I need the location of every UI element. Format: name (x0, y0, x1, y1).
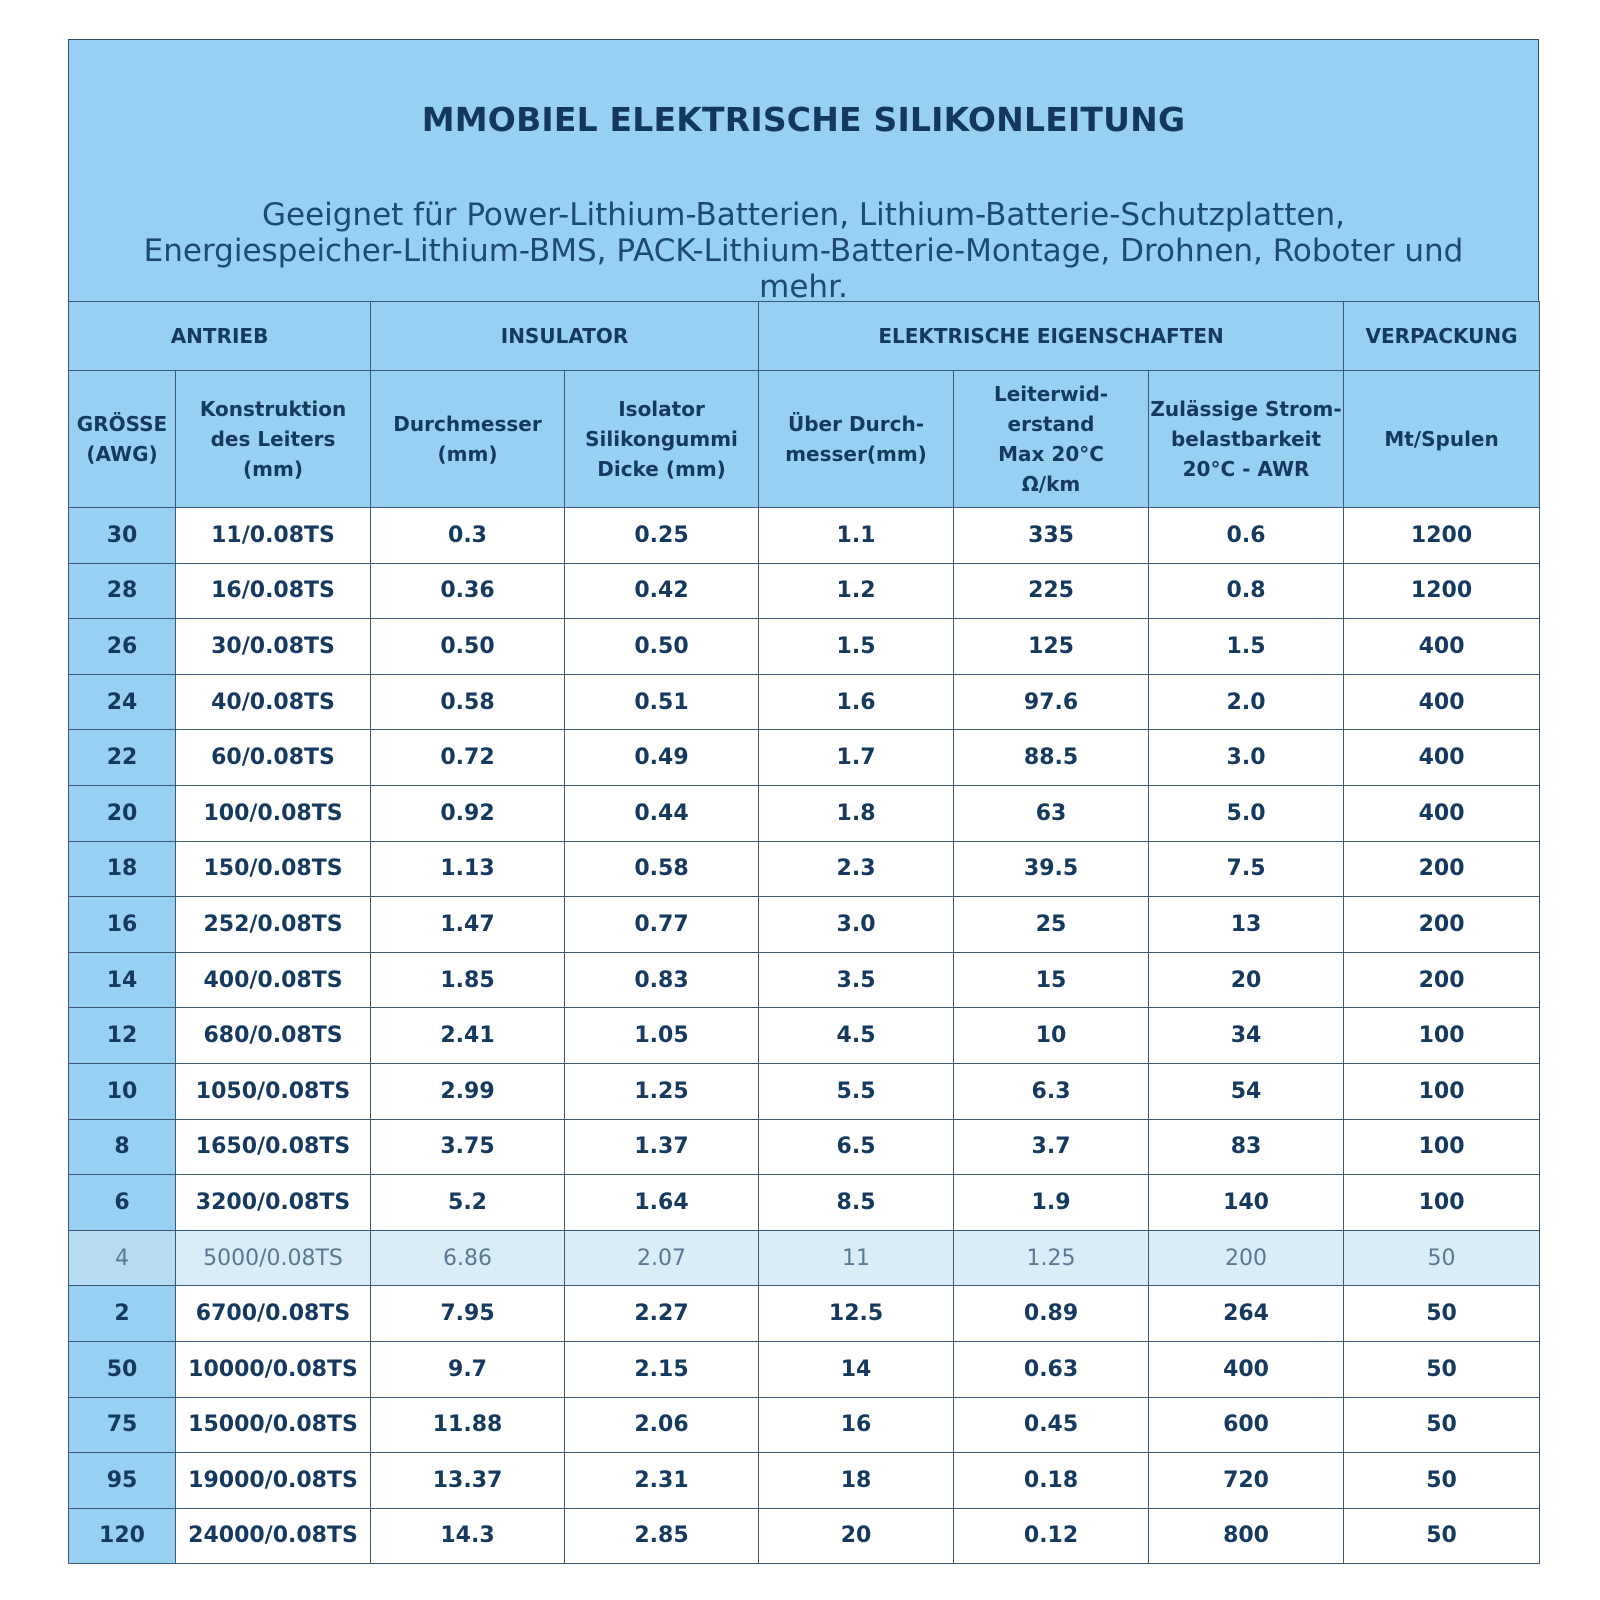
cell-diameter: 13.37 (371, 1453, 565, 1509)
cell-overall-diameter: 4.5 (759, 1008, 954, 1064)
cell-mt-per-spool: 100 (1344, 1119, 1540, 1175)
cell-current-capacity: 5.0 (1149, 785, 1344, 841)
cell-size-awg: 16 (69, 897, 176, 953)
cell-diameter: 5.2 (371, 1175, 565, 1231)
header-line: Leiterwid- (993, 382, 1109, 406)
cell-insulation-thickness: 2.06 (565, 1397, 759, 1453)
cell-current-capacity: 13 (1149, 897, 1344, 953)
cell-construction: 1650/0.08TS (176, 1119, 371, 1175)
cell-current-capacity: 720 (1149, 1453, 1344, 1509)
cell-construction: 150/0.08TS (176, 841, 371, 897)
table-row (69, 1175, 1540, 1231)
cell-insulation-thickness: 0.42 (565, 563, 759, 619)
cell-construction: 30/0.08TS (176, 619, 371, 675)
cell-size-awg: 20 (69, 785, 176, 841)
cell-mt-per-spool: 1200 (1344, 508, 1540, 564)
cell-diameter: 2.41 (371, 1008, 565, 1064)
cell-construction: 680/0.08TS (176, 1008, 371, 1064)
header-line: Konstruktion (199, 397, 347, 421)
cell-mt-per-spool: 400 (1344, 785, 1540, 841)
cell-mt-per-spool: 400 (1344, 619, 1540, 675)
cell-size-awg: 2 (69, 1286, 176, 1342)
cell-diameter: 0.36 (371, 563, 565, 619)
cell-diameter: 0.50 (371, 619, 565, 675)
table-row (69, 952, 1540, 1008)
cell-resistance: 10 (954, 1008, 1149, 1064)
cell-size-awg: 14 (69, 952, 176, 1008)
cell-insulation-thickness: 0.44 (565, 785, 759, 841)
cell-resistance: 0.63 (954, 1341, 1149, 1397)
cell-current-capacity: 800 (1149, 1508, 1344, 1564)
cell-insulation-thickness: 0.77 (565, 897, 759, 953)
cell-resistance: 6.3 (954, 1063, 1149, 1119)
table-row (69, 1230, 1540, 1286)
cell-construction: 3200/0.08TS (176, 1175, 371, 1231)
header-size-awg (69, 371, 176, 508)
cell-overall-diameter: 3.5 (759, 952, 954, 1008)
group-header-elektrische-eigenschaften: ELEKTRISCHE EIGENSCHAFTEN (759, 302, 1344, 371)
cell-construction: 10000/0.08TS (176, 1341, 371, 1397)
cell-size-awg: 6 (69, 1175, 176, 1231)
cell-diameter: 3.75 (371, 1119, 565, 1175)
header-line: GRÖSSE (76, 412, 168, 436)
header-line: Ω/km (1021, 472, 1081, 496)
cell-size-awg: 4 (69, 1230, 176, 1286)
cell-size-awg: 10 (69, 1063, 176, 1119)
header-conductor-resistance (954, 371, 1149, 508)
cell-diameter: 1.13 (371, 841, 565, 897)
table-row (69, 1063, 1540, 1119)
cell-current-capacity: 140 (1149, 1175, 1344, 1231)
cell-mt-per-spool: 1200 (1344, 563, 1540, 619)
page-title: MMOBIEL ELEKTRISCHE SILIKONLEITUNG (421, 100, 1186, 139)
cell-size-awg: 8 (69, 1119, 176, 1175)
cell-size-awg: 30 (69, 508, 176, 564)
cell-mt-per-spool: 200 (1344, 952, 1540, 1008)
cell-current-capacity: 83 (1149, 1119, 1344, 1175)
table-body (69, 508, 1540, 1564)
cell-construction: 11/0.08TS (176, 508, 371, 564)
header-line: 20°C - AWR (1182, 457, 1310, 481)
table-row (69, 508, 1540, 564)
cell-insulation-thickness: 2.85 (565, 1508, 759, 1564)
table-row (69, 1397, 1540, 1453)
cell-overall-diameter: 18 (759, 1453, 954, 1509)
cell-construction: 252/0.08TS (176, 897, 371, 953)
cell-resistance: 63 (954, 785, 1149, 841)
header-conductor-construction (176, 371, 371, 508)
cell-insulation-thickness: 2.15 (565, 1341, 759, 1397)
cell-insulation-thickness: 2.31 (565, 1453, 759, 1509)
cell-overall-diameter: 5.5 (759, 1063, 954, 1119)
page-subtitle: Geeignet für Power-Lithium-Batterien, Lithium-Batterie-Schutzplatten, Energiespeicher-Lithium-BMS, PACK-Lithium-Batterie-Montage, Drohnen, Roboter und mehr. (143, 197, 1464, 305)
table-row (69, 1508, 1540, 1564)
cell-current-capacity: 20 (1149, 952, 1344, 1008)
cell-size-awg: 22 (69, 730, 176, 786)
cell-mt-per-spool: 200 (1344, 841, 1540, 897)
cell-insulation-thickness: 0.49 (565, 730, 759, 786)
header-line: (mm) (243, 457, 303, 481)
cell-diameter: 0.72 (371, 730, 565, 786)
cell-diameter: 1.47 (371, 897, 565, 953)
group-header-row (69, 302, 1540, 371)
cell-overall-diameter: 8.5 (759, 1175, 954, 1231)
cell-resistance: 0.12 (954, 1508, 1149, 1564)
cell-mt-per-spool: 100 (1344, 1063, 1540, 1119)
cell-current-capacity: 2.0 (1149, 674, 1344, 730)
cell-overall-diameter: 6.5 (759, 1119, 954, 1175)
cell-mt-per-spool: 400 (1344, 730, 1540, 786)
header-diameter (371, 371, 565, 508)
cell-insulation-thickness: 1.25 (565, 1063, 759, 1119)
cell-overall-diameter: 1.8 (759, 785, 954, 841)
cell-overall-diameter: 3.0 (759, 897, 954, 953)
cell-construction: 15000/0.08TS (176, 1397, 371, 1453)
cell-current-capacity: 34 (1149, 1008, 1344, 1064)
cell-mt-per-spool: 50 (1344, 1341, 1540, 1397)
cell-current-capacity: 0.8 (1149, 563, 1344, 619)
table-row (69, 897, 1540, 953)
cell-overall-diameter: 16 (759, 1397, 954, 1453)
header-current-capacity (1149, 371, 1344, 508)
header-line: des Leiters (210, 427, 336, 451)
cell-resistance: 335 (954, 508, 1149, 564)
cell-size-awg: 18 (69, 841, 176, 897)
header-line: Mt/Spulen (1384, 427, 1499, 451)
header-line: Über Durch- (788, 412, 925, 436)
cell-current-capacity: 600 (1149, 1397, 1344, 1453)
header-line: Silikongummi (585, 427, 738, 451)
cell-size-awg: 95 (69, 1453, 176, 1509)
cell-overall-diameter: 12.5 (759, 1286, 954, 1342)
cell-construction: 19000/0.08TS (176, 1453, 371, 1509)
cell-construction: 6700/0.08TS (176, 1286, 371, 1342)
cell-resistance: 1.25 (954, 1230, 1149, 1286)
cell-overall-diameter: 1.1 (759, 508, 954, 564)
cell-overall-diameter: 2.3 (759, 841, 954, 897)
cell-construction: 5000/0.08TS (176, 1230, 371, 1286)
header-line: messer(mm) (785, 442, 927, 466)
cell-current-capacity: 54 (1149, 1063, 1344, 1119)
cell-current-capacity: 3.0 (1149, 730, 1344, 786)
cell-resistance: 25 (954, 897, 1149, 953)
cell-insulation-thickness: 0.58 (565, 841, 759, 897)
cell-mt-per-spool: 50 (1344, 1508, 1540, 1564)
table-row (69, 841, 1540, 897)
cell-diameter: 9.7 (371, 1341, 565, 1397)
cell-construction: 100/0.08TS (176, 785, 371, 841)
cell-mt-per-spool: 50 (1344, 1453, 1540, 1509)
header-line: erstand (1007, 412, 1095, 436)
cell-current-capacity: 264 (1149, 1286, 1344, 1342)
cell-diameter: 0.92 (371, 785, 565, 841)
cell-overall-diameter: 20 (759, 1508, 954, 1564)
cell-resistance: 3.7 (954, 1119, 1149, 1175)
cell-insulation-thickness: 2.07 (565, 1230, 759, 1286)
header-mt-per-spool (1344, 371, 1540, 508)
cell-overall-diameter: 1.5 (759, 619, 954, 675)
header-insulation-thickness (565, 371, 759, 508)
cell-resistance: 88.5 (954, 730, 1149, 786)
table-row (69, 1119, 1540, 1175)
header-line: belastbarkeit (1170, 427, 1322, 451)
cell-mt-per-spool: 50 (1344, 1286, 1540, 1342)
cell-size-awg: 26 (69, 619, 176, 675)
cell-size-awg: 24 (69, 674, 176, 730)
cell-size-awg: 75 (69, 1397, 176, 1453)
cell-diameter: 2.99 (371, 1063, 565, 1119)
cell-size-awg: 12 (69, 1008, 176, 1064)
cell-resistance: 97.6 (954, 674, 1149, 730)
table-row (69, 1286, 1540, 1342)
table-row (69, 674, 1540, 730)
spec-sheet (68, 39, 1539, 1564)
table-row (69, 563, 1540, 619)
cell-size-awg: 50 (69, 1341, 176, 1397)
cell-current-capacity: 7.5 (1149, 841, 1344, 897)
cell-overall-diameter: 1.6 (759, 674, 954, 730)
cell-current-capacity: 400 (1149, 1341, 1344, 1397)
cell-overall-diameter: 1.2 (759, 563, 954, 619)
table-row (69, 785, 1540, 841)
cell-construction: 400/0.08TS (176, 952, 371, 1008)
cell-diameter: 7.95 (371, 1286, 565, 1342)
cell-mt-per-spool: 200 (1344, 897, 1540, 953)
cell-current-capacity: 200 (1149, 1230, 1344, 1286)
cell-diameter: 0.58 (371, 674, 565, 730)
cell-diameter: 1.85 (371, 952, 565, 1008)
cell-construction: 60/0.08TS (176, 730, 371, 786)
cell-insulation-thickness: 1.64 (565, 1175, 759, 1231)
header-line: Isolator (618, 397, 705, 421)
header-overall-diameter (759, 371, 954, 508)
cell-diameter: 0.3 (371, 508, 565, 564)
table-row (69, 619, 1540, 675)
cell-construction: 24000/0.08TS (176, 1508, 371, 1564)
cell-mt-per-spool: 100 (1344, 1008, 1540, 1064)
cell-resistance: 0.89 (954, 1286, 1149, 1342)
cell-insulation-thickness: 1.05 (565, 1008, 759, 1064)
cell-insulation-thickness: 0.51 (565, 674, 759, 730)
cell-resistance: 15 (954, 952, 1149, 1008)
cell-insulation-thickness: 0.83 (565, 952, 759, 1008)
cell-overall-diameter: 1.7 (759, 730, 954, 786)
cell-current-capacity: 1.5 (1149, 619, 1344, 675)
cell-resistance: 125 (954, 619, 1149, 675)
cell-resistance: 0.18 (954, 1453, 1149, 1509)
cell-mt-per-spool: 400 (1344, 674, 1540, 730)
header-line: (AWG) (86, 442, 158, 466)
cell-insulation-thickness: 0.25 (565, 508, 759, 564)
cell-diameter: 11.88 (371, 1397, 565, 1453)
cell-overall-diameter: 14 (759, 1341, 954, 1397)
cell-resistance: 1.9 (954, 1175, 1149, 1231)
cell-mt-per-spool: 50 (1344, 1397, 1540, 1453)
group-header-verpackung: VERPACKUNG (1344, 302, 1540, 371)
cell-overall-diameter: 11 (759, 1230, 954, 1286)
cell-diameter: 14.3 (371, 1508, 565, 1564)
header-line: Zulässige Strom- (1150, 397, 1342, 421)
header-line: Dicke (mm) (597, 457, 726, 481)
cell-mt-per-spool: 100 (1344, 1175, 1540, 1231)
table-row (69, 1008, 1540, 1064)
title-banner (68, 39, 1539, 305)
table-row (69, 1341, 1540, 1397)
group-header-antrieb: ANTRIEB (69, 302, 371, 371)
table-row (69, 1453, 1540, 1509)
cell-insulation-thickness: 2.27 (565, 1286, 759, 1342)
group-header-insulator: INSULATOR (371, 302, 759, 371)
cell-insulation-thickness: 1.37 (565, 1119, 759, 1175)
cell-construction: 16/0.08TS (176, 563, 371, 619)
header-line: Durchmesser (393, 412, 542, 436)
table-row (69, 730, 1540, 786)
cell-size-awg: 28 (69, 563, 176, 619)
cell-resistance: 0.45 (954, 1397, 1149, 1453)
cell-construction: 40/0.08TS (176, 674, 371, 730)
column-header-row (69, 371, 1540, 508)
header-line: (mm) (437, 442, 498, 466)
cell-mt-per-spool: 50 (1344, 1230, 1540, 1286)
spec-table (68, 301, 1540, 1564)
cell-resistance: 39.5 (954, 841, 1149, 897)
cell-current-capacity: 0.6 (1149, 508, 1344, 564)
cell-size-awg: 120 (69, 1508, 176, 1564)
cell-resistance: 225 (954, 563, 1149, 619)
cell-insulation-thickness: 0.50 (565, 619, 759, 675)
cell-construction: 1050/0.08TS (176, 1063, 371, 1119)
header-line: Max 20°C (998, 442, 1104, 466)
cell-diameter: 6.86 (371, 1230, 565, 1286)
